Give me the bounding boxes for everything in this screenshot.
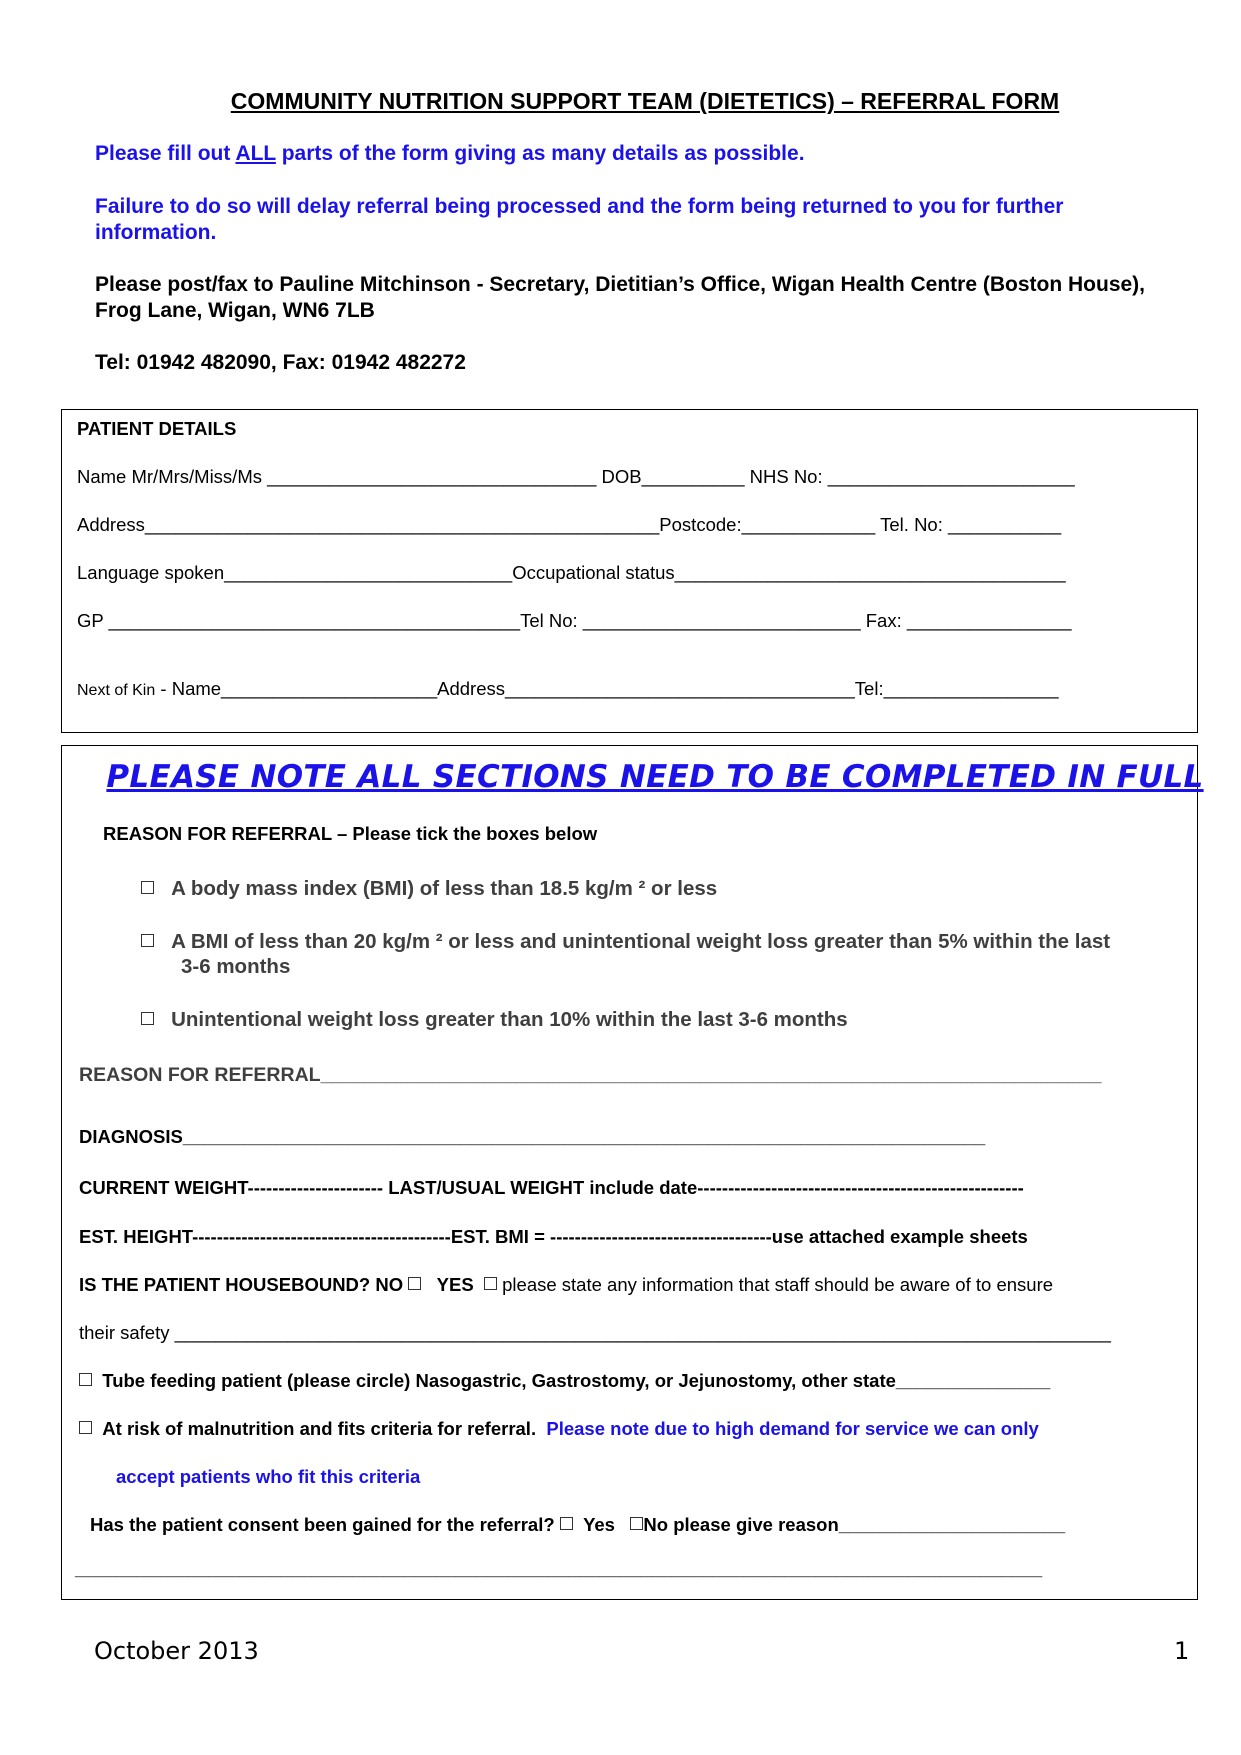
option-label-continued: 3-6 months bbox=[181, 955, 291, 978]
malnutrition-risk-option[interactable] bbox=[79, 1418, 1039, 1440]
patient-details-heading: PATIENT DETAILS bbox=[77, 418, 237, 439]
checkbox-icon[interactable] bbox=[79, 1421, 92, 1434]
checkbox-icon[interactable] bbox=[141, 934, 154, 947]
tube-feeding-label: Tube feeding patient (please circle) Nasogastric, Gastrostomy, or Jejunostomy, other state_______________ bbox=[102, 1370, 1051, 1391]
next-of-kin-field[interactable] bbox=[77, 678, 1059, 700]
diagnosis-field[interactable]: DIAGNOSIS______________________________________________________________________________ bbox=[79, 1126, 986, 1147]
demand-note: Please note due to high demand for service we can only bbox=[546, 1418, 1039, 1439]
consent-no-checkbox[interactable] bbox=[630, 1517, 643, 1530]
consent-label: Has the patient consent been gained for the referral? bbox=[90, 1514, 555, 1535]
housebound-instruction: please state any information that staff should be aware of to ensure bbox=[502, 1274, 1054, 1295]
contact-numbers: Tel: 01942 482090, Fax: 01942 482272 bbox=[95, 351, 466, 374]
housebound-label: IS THE PATIENT HOUSEBOUND? NO bbox=[79, 1274, 404, 1295]
consent-question bbox=[90, 1514, 1065, 1536]
consent-yes-label: Yes bbox=[583, 1514, 615, 1535]
weight-field[interactable]: CURRENT WEIGHT---------------------- LAST/USUAL WEIGHT include date----------------------------------------------------- bbox=[79, 1177, 1024, 1198]
height-bmi-field[interactable]: EST. HEIGHT------------------------------------------EST. BMI = ------------------------------------use attached example sheets bbox=[79, 1226, 1028, 1247]
reason-for-referral-field[interactable]: REASON FOR REFERRAL________________________________________________________________________ bbox=[79, 1064, 1102, 1086]
checkbox-icon[interactable] bbox=[79, 1373, 92, 1386]
form-title: COMMUNITY NUTRITION SUPPORT TEAM (DIETETICS) – REFERRAL FORM bbox=[230, 88, 1060, 114]
patient-address-field[interactable]: Address__________________________________________________Postcode:_____________ Tel. No: ___________ bbox=[77, 514, 1062, 535]
housebound-yes-checkbox[interactable] bbox=[484, 1277, 497, 1290]
language-field[interactable]: Language spoken____________________________Occupational status______________________________________ bbox=[77, 562, 1066, 583]
instruction-line-1 bbox=[95, 141, 1165, 167]
option-weight-loss-10[interactable] bbox=[141, 1008, 848, 1032]
option-label: Unintentional weight loss greater than 10% within the last 3-6 months bbox=[171, 1008, 848, 1031]
footer-date: October 2013 bbox=[94, 1637, 259, 1665]
tube-feeding-option[interactable] bbox=[79, 1370, 1050, 1392]
checkbox-icon[interactable] bbox=[141, 881, 154, 894]
instruction-text: Please fill out bbox=[95, 142, 236, 165]
checkbox-icon[interactable] bbox=[141, 1012, 154, 1025]
option-label: A body mass index (BMI) of less than 18.5 kg/m ² or less bbox=[171, 877, 718, 900]
option-bmi-20-weight-loss[interactable] bbox=[141, 930, 1110, 954]
instruction-emphasis: ALL bbox=[235, 142, 276, 165]
postal-address: Please post/fax to Pauline Mitchinson - Secretary, Dietitian’s Office, Wigan Health Centre (Boston House), Frog Lane, Wigan, WN6 7LB bbox=[95, 273, 1146, 322]
malnutrition-risk-label: At risk of malnutrition and fits criteria for referral. bbox=[102, 1418, 537, 1439]
instruction-line-2: Failure to do so will delay referral being processed and the form being returned to you for further information. bbox=[95, 195, 1064, 244]
gp-field[interactable]: GP ________________________________________Tel No: ___________________________ Fax: ________________ bbox=[77, 610, 1072, 631]
housebound-question bbox=[79, 1274, 1053, 1296]
safety-field[interactable]: their safety ___________________________________________________________________________________________ bbox=[79, 1322, 1111, 1343]
consent-reason-line[interactable]: ______________________________________________________________________________________________ bbox=[75, 1558, 1043, 1579]
tick-boxes-heading: REASON FOR REFERRAL – Please tick the boxes below bbox=[103, 823, 598, 844]
instruction-text: parts of the form giving as many details as possible. bbox=[275, 142, 805, 165]
next-of-kin-label: Next of Kin bbox=[77, 682, 156, 699]
option-bmi-18-5[interactable] bbox=[141, 877, 717, 901]
demand-note-continued: accept patients who fit this criteria bbox=[116, 1466, 421, 1487]
next-of-kin-line: - Name_____________________Address__________________________________Tel:_________________ bbox=[155, 678, 1059, 699]
consent-yes-checkbox[interactable] bbox=[560, 1517, 573, 1530]
option-label: A BMI of less than 20 kg/m ² or less and unintentional weight loss greater than 5% within the last bbox=[171, 930, 1111, 953]
consent-no-label[interactable]: No please give reason______________________ bbox=[643, 1514, 1066, 1535]
complete-in-full-note: PLEASE NOTE ALL SECTIONS NEED TO BE COMPLETED IN FULL bbox=[106, 759, 1204, 795]
patient-name-field[interactable]: Name Mr/Mrs/Miss/Ms ________________________________ DOB__________ NHS No: ________________________ bbox=[77, 466, 1075, 487]
housebound-yes-label: YES bbox=[436, 1274, 474, 1295]
housebound-no-checkbox[interactable] bbox=[408, 1277, 421, 1290]
page-number: 1 bbox=[1174, 1637, 1190, 1665]
